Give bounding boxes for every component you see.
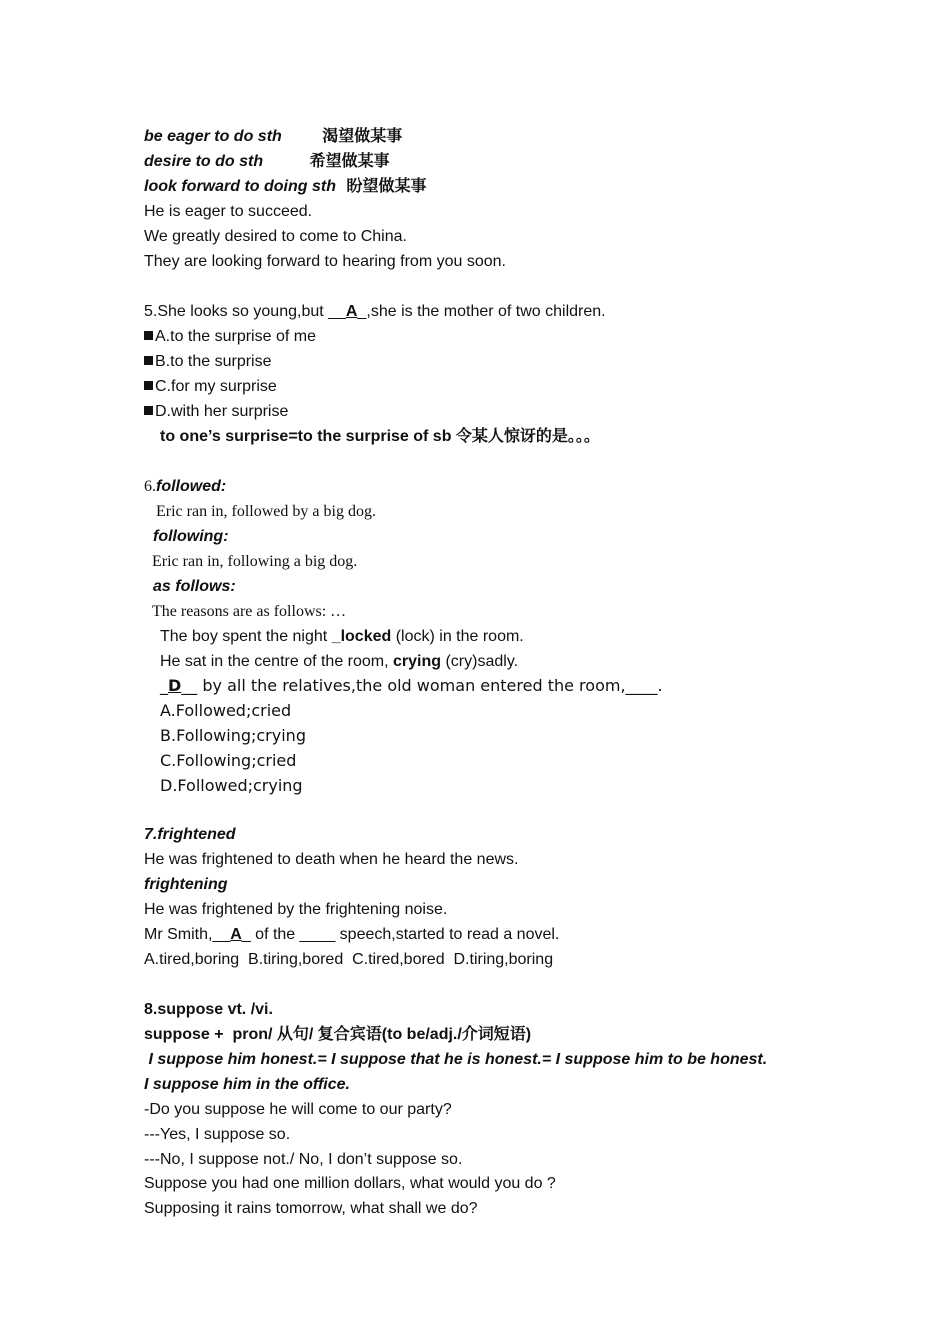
square-bullet-icon [144, 381, 153, 390]
heading-frightening: frightening [144, 876, 228, 893]
square-bullet-icon [144, 331, 153, 340]
fill-sentence-1 [160, 627, 524, 647]
question-text: ,she is the mother of two children. [366, 303, 606, 320]
question-7 [144, 925, 559, 945]
answer: _locked [331, 628, 392, 645]
heading-followed [144, 477, 226, 497]
heading-suppose: 8.suppose vt. /vi. [144, 1001, 273, 1018]
phrase-look-forward [144, 177, 426, 197]
suppose-pattern: suppose + pron/ 从句/ 复合宾语(to be/adj./介词短语) [144, 1026, 532, 1043]
example-sentence: Eric ran in, followed by a big dog. [156, 503, 376, 520]
sentence-text: (cry)sadly. [441, 653, 519, 670]
question-text: 5.She looks so young,but [144, 303, 329, 320]
option-d [144, 402, 288, 422]
option-b: B.Following;crying [160, 726, 306, 745]
options-line: A.tired,boring B.tiring,bored C.tired,bored D.tiring,boring [144, 951, 554, 968]
phrase-desire [144, 152, 390, 172]
question-text: of the ____ speech,started to read a novel. [250, 926, 560, 943]
phrase-desire-en: desire to do sth [144, 153, 264, 170]
question-5 [144, 302, 606, 322]
square-bullet-icon [144, 356, 153, 365]
phrase-look-forward-en: look forward to doing sth [144, 178, 336, 195]
dialogue-line: ---No, I suppose not./ No, I don’t suppose so. [144, 1151, 463, 1168]
example-sentence: He was frightened by the frightening noise. [144, 901, 448, 918]
blank: __ [181, 676, 198, 695]
example-sentence: Suppose you had one million dollars, what would you do ? [144, 1175, 556, 1192]
square-bullet-icon [144, 406, 153, 415]
example-sentence: I suppose him honest.= I suppose that he is honest.= I suppose him to be honest. [144, 1051, 768, 1068]
example-sentence: They are looking forward to hearing from you soon. [144, 253, 506, 270]
question-text: Mr Smith, [144, 926, 213, 943]
blank: __ [212, 926, 231, 943]
phrase-look-forward-cn: 盼望做某事 [346, 178, 427, 195]
option-b [144, 352, 272, 372]
answer: A [345, 303, 358, 320]
heading-following: following: [153, 528, 229, 545]
fill-sentence-2 [160, 652, 518, 672]
question-text: by all the relatives,the old woman entered the room,____. [197, 676, 663, 695]
option-text: B.to the surprise [155, 353, 272, 370]
blank: _ [241, 926, 251, 943]
answer: crying [393, 653, 442, 670]
blank: _ [160, 676, 168, 695]
option-a: A.Followed;cried [160, 701, 292, 720]
answer: A [230, 926, 242, 943]
question-6 [160, 676, 663, 696]
option-c: C.Following;cried [160, 751, 297, 770]
phrase-eager-cn: 渴望做某事 [322, 128, 403, 145]
option-c [144, 377, 277, 397]
phrase-desire-cn: 希望做某事 [309, 153, 390, 170]
example-sentence: He was frightened to death when he heard the news. [144, 851, 519, 868]
section-number: 6. [144, 478, 156, 495]
example-sentence: The reasons are as follows: … [152, 603, 347, 620]
sentence-text: He sat in the centre of the room, [160, 653, 394, 670]
dialogue-line: ---Yes, I suppose so. [144, 1126, 291, 1143]
dialogue-line: -Do you suppose he will come to our party? [144, 1101, 452, 1118]
sentence-text: (lock) in the room. [391, 628, 524, 645]
option-text: C.for my surprise [155, 378, 277, 395]
example-sentence: Supposing it rains tomorrow, what shall we do? [144, 1200, 478, 1217]
phrase-eager [144, 127, 402, 147]
option-text: D.with her surprise [155, 403, 289, 420]
heading-text: followed: [156, 478, 227, 495]
example-sentence: He is eager to succeed. [144, 203, 313, 220]
blank: _ [357, 303, 367, 320]
blank: __ [328, 303, 346, 320]
sentence-text: The boy spent the night [160, 628, 332, 645]
heading-as-follows: as follows: [153, 578, 236, 595]
example-sentence: We greatly desired to come to China. [144, 228, 407, 245]
option-text: A.to the surprise of me [155, 328, 316, 345]
example-sentence: Eric ran in, following a big dog. [152, 553, 358, 570]
phrase-eager-en: be eager to do sth [144, 128, 282, 145]
usage-note: to one’s surprise=to the surprise of sb 令某人惊讶的是。。。 [160, 428, 600, 445]
option-a [144, 327, 316, 347]
answer: D [168, 676, 182, 695]
option-d: D.Followed;crying [160, 776, 303, 795]
example-sentence: I suppose him in the office. [144, 1076, 350, 1093]
heading-frightened: 7.frightened [144, 826, 236, 843]
